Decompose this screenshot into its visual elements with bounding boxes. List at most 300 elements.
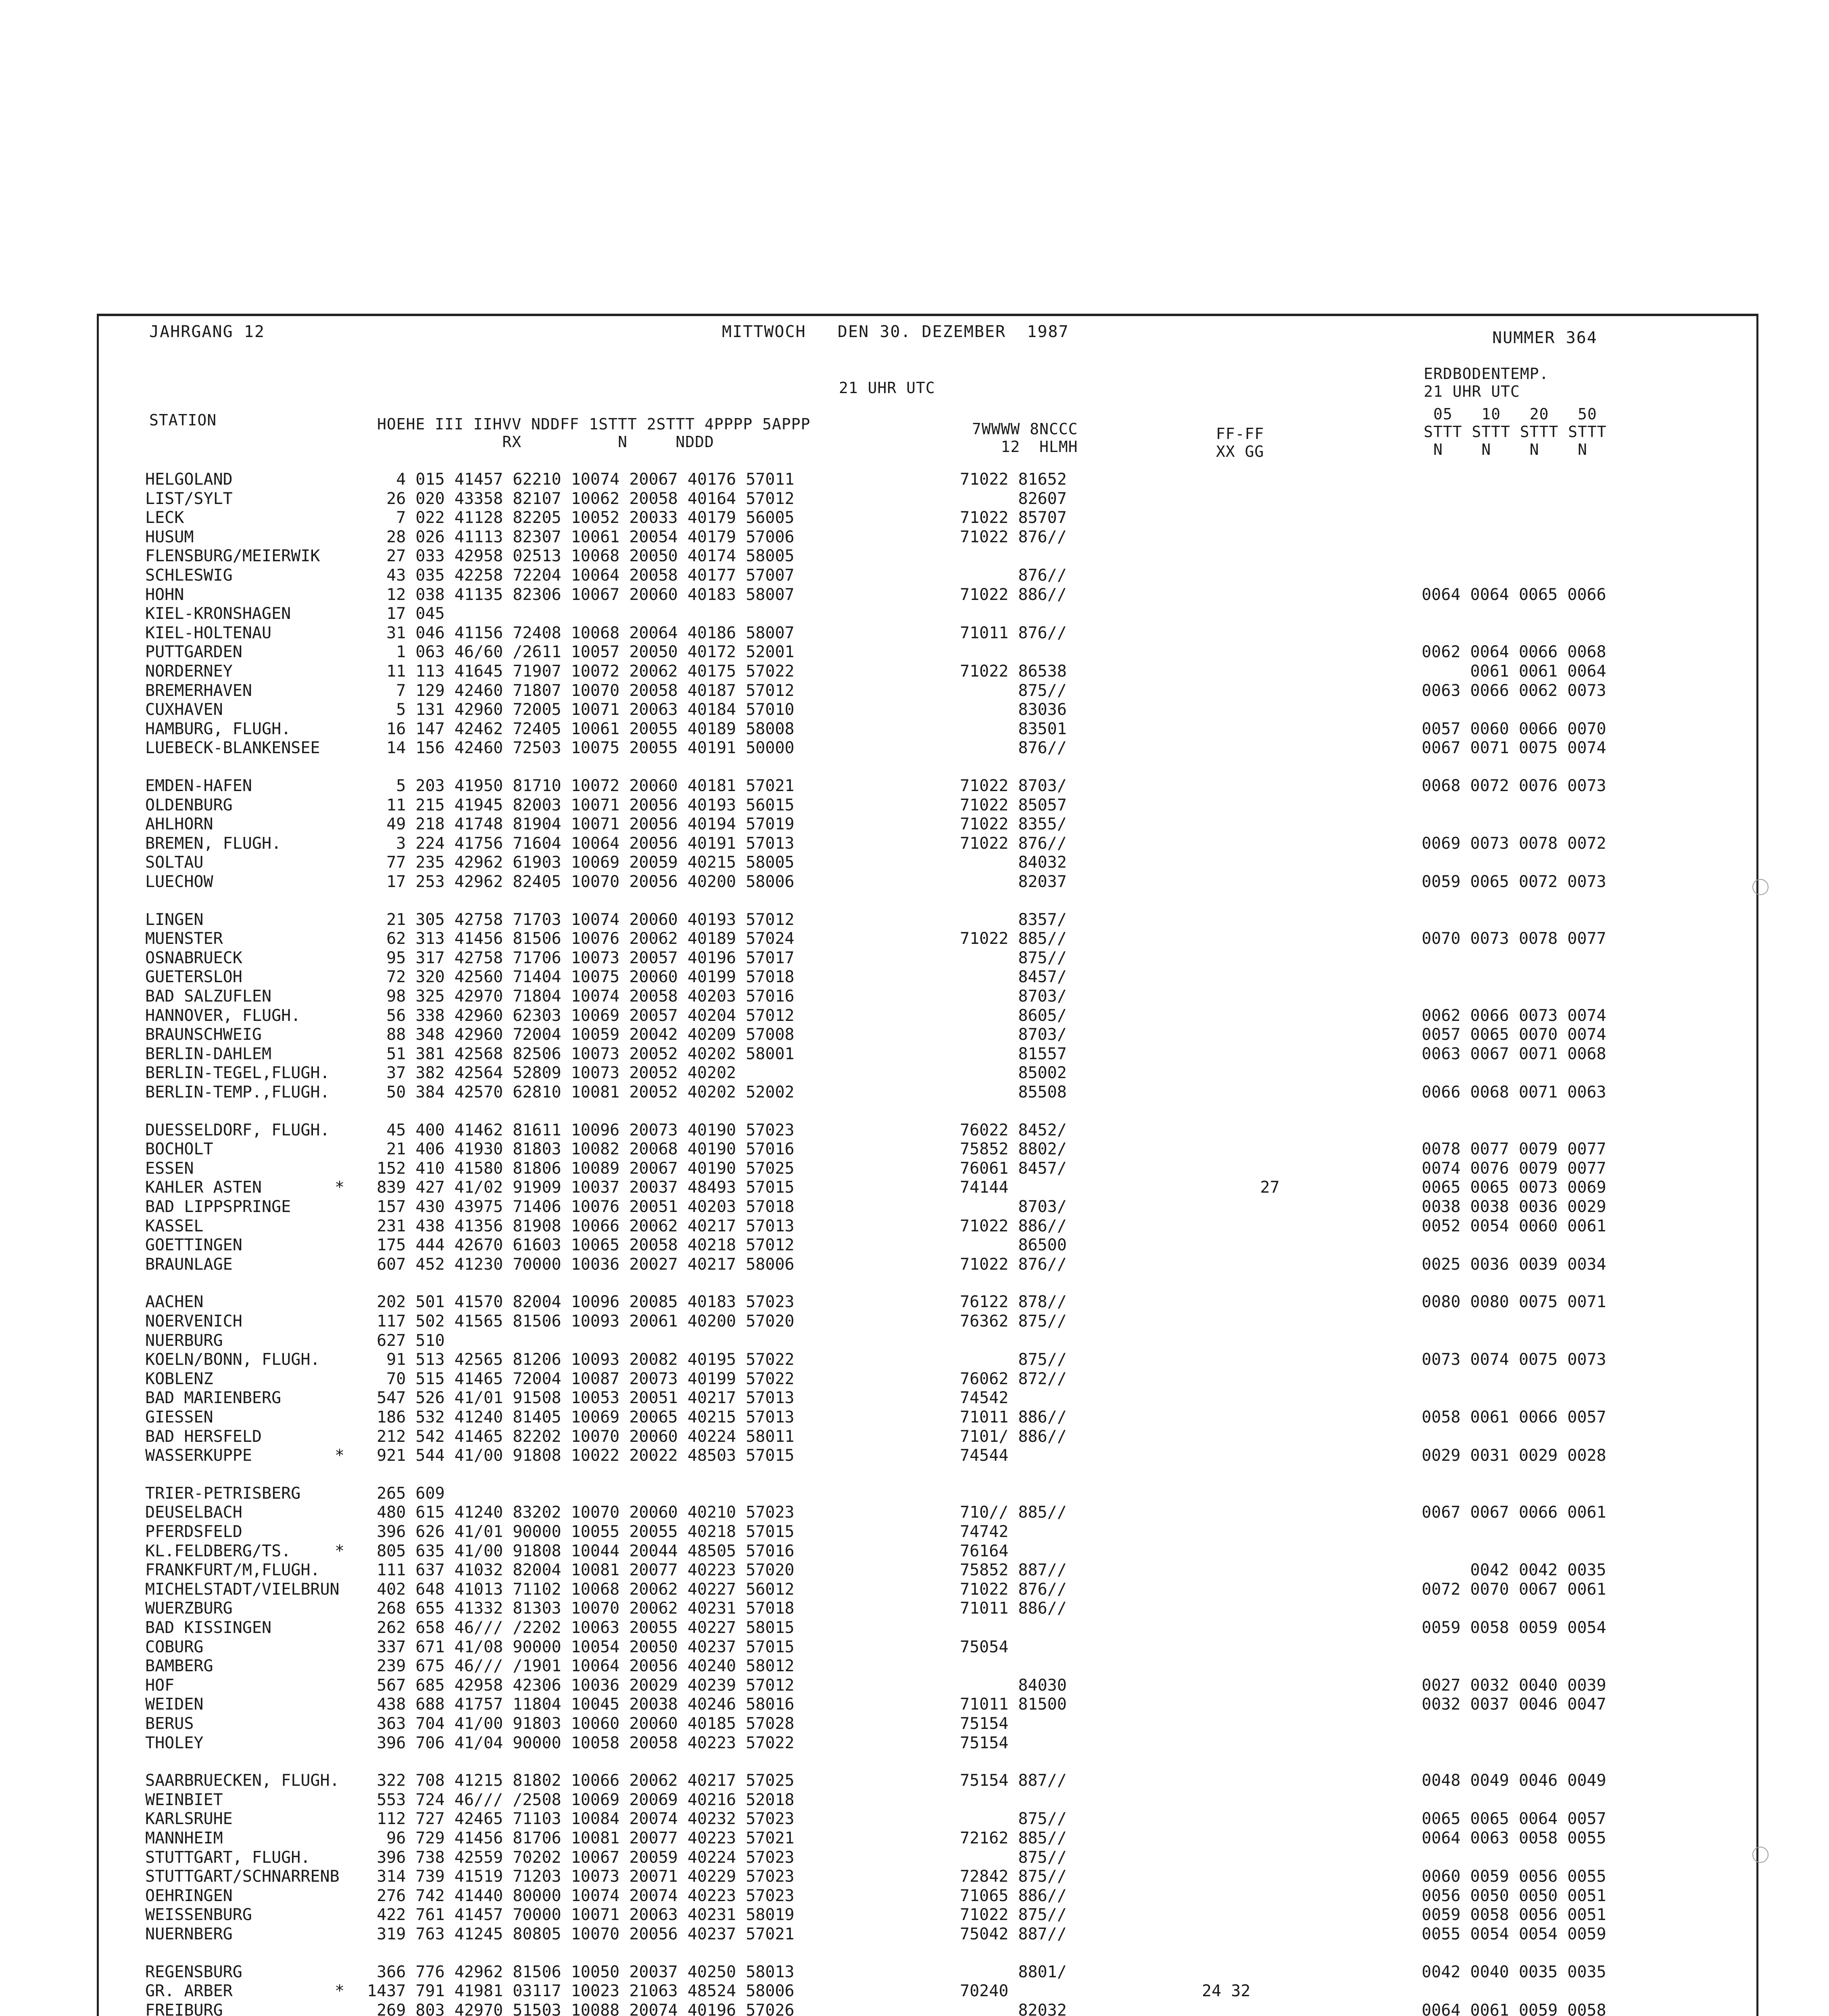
- table-row: [0, 1235, 1775, 1255]
- synop-values: 805 635 41/00 91808 10044 20044 48505 57016: [367, 1541, 795, 1560]
- table-row: [0, 1369, 1775, 1389]
- soil-temperature-values: 0072 0070 0067 0061: [1422, 1580, 1606, 1599]
- synop-values: 480 615 41240 83202 10070 20060 40210 57023: [367, 1503, 795, 1522]
- synop-values: 547 526 41/01 91508 10053 20051 40217 57013: [367, 1389, 795, 1408]
- table-row: [0, 1292, 1775, 1312]
- soil-temperature-values: 0059 0058 0059 0054: [1422, 1618, 1606, 1637]
- soil-temp-time: 21 UHR UTC: [1424, 383, 1520, 400]
- table-row: [0, 1197, 1775, 1216]
- synop-values: 363 704 41/00 91803 10060 20060 40185 57028: [367, 1714, 795, 1733]
- synop-values: 438 688 41757 11804 10045 20038 40246 58016: [367, 1695, 795, 1714]
- weather-cloud-values: 71022 876//: [960, 1255, 1067, 1274]
- station-name: NUERBURG: [145, 1331, 223, 1350]
- table-row: [0, 1981, 1775, 2001]
- station-name: KOBLENZ: [145, 1369, 213, 1388]
- station-name: GOETTINGEN: [145, 1236, 242, 1255]
- weather-cloud-values: 72162 885//: [960, 1829, 1067, 1847]
- weather-cloud-values: 71011 876//: [960, 623, 1067, 642]
- station-name: BERLIN-TEMP.,FLUGH.: [145, 1083, 330, 1102]
- table-row: [0, 1848, 1775, 1867]
- weather-cloud-values: 71011 886//: [960, 1408, 1067, 1427]
- weather-cloud-values: 71022 875//: [960, 1906, 1067, 1924]
- station-name: LECK: [145, 508, 184, 527]
- table-row: [0, 872, 1775, 891]
- station-name: BRAUNLAGE: [145, 1255, 233, 1274]
- station-name: SAARBRUECKEN, FLUGH.: [145, 1771, 340, 1790]
- weather-cloud-values: 74542: [960, 1389, 1009, 1408]
- weather-cloud-values: 8605/: [960, 1006, 1067, 1025]
- weather-cloud-values: 710// 885//: [960, 1503, 1067, 1522]
- table-row: [0, 642, 1775, 662]
- jahrgang-label: JAHRGANG 12: [149, 323, 265, 341]
- station-name: OLDENBURG: [145, 796, 233, 814]
- soil-temperature-values: 0067 0067 0066 0061: [1422, 1503, 1606, 1522]
- synop-values: 314 739 41519 71203 10073 20071 40229 57023: [367, 1867, 795, 1886]
- synop-values: 5 131 42960 72005 10071 20063 40184 57010: [367, 700, 795, 719]
- station-name: BAD KISSINGEN: [145, 1618, 272, 1637]
- station-name: DUESSELDORF, FLUGH.: [145, 1120, 330, 1139]
- weather-cloud-values: 875//: [960, 948, 1067, 967]
- soil-temperature-values: 0059 0058 0056 0051: [1422, 1906, 1606, 1924]
- soil-temperature-values: 0057 0060 0066 0070: [1422, 719, 1606, 738]
- synop-values: 12 038 41135 82306 10067 20060 40183 58007: [367, 585, 795, 604]
- table-row: [0, 1676, 1775, 1695]
- synop-values: 921 544 41/00 91808 10022 20022 48503 57015: [367, 1446, 795, 1465]
- synop-values: 265 609: [367, 1484, 445, 1503]
- table-row: [0, 1809, 1775, 1829]
- station-name: MUENSTER: [145, 929, 223, 948]
- station-name: MICHELSTADT/VIELBRUN: [145, 1580, 340, 1599]
- station-name: BAMBERG: [145, 1657, 213, 1676]
- weather-cloud-values: 76122 878//: [960, 1293, 1067, 1312]
- station-name: WEISSENBURG: [145, 1906, 252, 1924]
- main-columns-header: HOEHE III IIHVV NDDFF 1STTT 2STTT 4PPPP 5APPP: [377, 415, 811, 433]
- table-row: [0, 604, 1775, 623]
- synop-values: 21 406 41930 81803 10082 20068 40190 57016: [367, 1140, 795, 1159]
- synop-values: 91 513 42565 81206 10093 20082 40195 57022: [367, 1350, 795, 1369]
- station-name: FREIBURG: [145, 2001, 223, 2016]
- table-row: [0, 1580, 1775, 1599]
- table-row: [0, 948, 1775, 968]
- table-row: [0, 814, 1775, 834]
- soil-temperature-values: 0029 0031 0029 0028: [1422, 1446, 1606, 1465]
- synop-values: 98 325 42970 71804 10074 20058 40203 57016: [367, 987, 795, 1006]
- punch-hole: [1752, 1847, 1769, 1863]
- synop-values: 62 313 41456 81506 10076 20062 40189 57024: [367, 929, 795, 948]
- weather-cloud-values: 75054: [960, 1637, 1009, 1656]
- station-name: KARLSRUHE: [145, 1810, 233, 1829]
- soil-temperature-values: 0068 0072 0076 0073: [1422, 777, 1606, 795]
- weather-columns-header: 7WWWW 8NCCC: [972, 420, 1078, 438]
- synop-values: 319 763 41245 80805 10070 20056 40237 57021: [367, 1925, 795, 1943]
- synop-values: 553 724 46/// /2508 10069 20069 40216 52018: [367, 1790, 795, 1809]
- table-row: [0, 546, 1775, 566]
- table-row: [0, 1083, 1775, 1102]
- station-name: FRANKFURT/M,FLUGH.: [145, 1561, 320, 1580]
- table-row: [0, 1924, 1775, 1944]
- weather-cloud-values: 85508: [960, 1083, 1067, 1102]
- station-name: THOLEY: [145, 1733, 204, 1752]
- weather-cloud-values: 76022 8452/: [960, 1120, 1067, 1139]
- weather-cloud-values: 7101/ 886//: [960, 1427, 1067, 1446]
- table-row: [0, 527, 1775, 547]
- weather-cloud-values: 74544: [960, 1446, 1009, 1465]
- table-row: [0, 1484, 1775, 1503]
- wind-gust-values: 27: [1202, 1178, 1280, 1197]
- station-name: CUXHAVEN: [145, 700, 223, 719]
- soil-temperature-values: 0038 0038 0036 0029: [1422, 1198, 1606, 1216]
- weather-cloud-values: 8801/: [960, 1962, 1067, 1981]
- table-row: [0, 489, 1775, 508]
- synop-values: 567 685 42958 42306 10036 20029 40239 57012: [367, 1676, 795, 1695]
- synop-values: 366 776 42962 81506 10050 20037 40250 58013: [367, 1962, 795, 1981]
- table-row: [0, 1886, 1775, 1906]
- station-name: WEIDEN: [145, 1695, 204, 1714]
- weather-cloud-values: 71022 886//: [960, 1216, 1067, 1235]
- synop-values: 396 706 41/04 90000 10058 20058 40223 57022: [367, 1733, 795, 1752]
- weather-cloud-values: 83501: [960, 719, 1067, 738]
- table-row: [0, 1312, 1775, 1331]
- table-row: [0, 1962, 1775, 1982]
- table-row: [0, 1733, 1775, 1753]
- synop-values: 27 033 42958 02513 10068 20050 40174 58005: [367, 547, 795, 566]
- station-name: WEINBIET: [145, 1790, 223, 1809]
- weather-cloud-values: 8357/: [960, 910, 1067, 929]
- table-row: [0, 1695, 1775, 1714]
- station-name: EMDEN-HAFEN: [145, 777, 252, 795]
- station-name: NOERVENICH: [145, 1312, 242, 1331]
- synop-values: 3 224 41756 71604 10064 20056 40191 57013: [367, 834, 795, 853]
- weather-cloud-values: 75154 887//: [960, 1771, 1067, 1790]
- weather-cloud-values: 875//: [960, 1810, 1067, 1829]
- station-name: BERLIN-DAHLEM: [145, 1044, 272, 1063]
- weather-cloud-values: 71022 876//: [960, 527, 1067, 546]
- synop-values: 21 305 42758 71703 10074 20060 40193 57012: [367, 910, 795, 929]
- soil-temperature-values: 0048 0049 0046 0049: [1422, 1771, 1606, 1790]
- soil-temperature-values: 0073 0074 0075 0073: [1422, 1350, 1606, 1369]
- station-name: BAD MARIENBERG: [145, 1389, 282, 1408]
- station-name: NORDERNEY: [145, 662, 233, 681]
- soil-temperature-values: 0070 0073 0078 0077: [1422, 929, 1606, 948]
- weather-cloud-values: 74144: [960, 1178, 1009, 1197]
- synop-values: 839 427 41/02 91909 10037 20037 48493 57015: [367, 1178, 795, 1197]
- station-name: HOF: [145, 1676, 175, 1695]
- synop-values: 239 675 46/// /1901 10064 20056 40240 58012: [367, 1657, 795, 1676]
- station-name: GR. ARBER: [145, 1982, 233, 2001]
- station-name: WASSERKUPPE: [145, 1446, 252, 1465]
- soil-temperature-values: 0067 0071 0075 0074: [1422, 739, 1606, 758]
- mountain-station-mark: *: [335, 1541, 345, 1560]
- synop-values: 1437 791 41981 03117 10023 21063 48524 58006: [367, 1982, 795, 2001]
- synop-values: 1 063 46/60 /2611 10057 20050 40172 52001: [367, 643, 795, 662]
- observation-time: 21 UHR UTC: [839, 379, 935, 397]
- station-name: BAD HERSFELD: [145, 1427, 262, 1446]
- table-row: [0, 1541, 1775, 1561]
- synop-values: 88 348 42960 72004 10059 20042 40209 57008: [367, 1025, 795, 1044]
- weather-cloud-values: 875//: [960, 681, 1067, 700]
- weather-cloud-values: 81557: [960, 1044, 1067, 1063]
- weather-cloud-values: 84030: [960, 1676, 1067, 1695]
- soil-temperature-values: 0062 0064 0066 0068: [1422, 643, 1606, 662]
- synop-values: 70 515 41465 72004 10087 20073 40199 57022: [367, 1369, 795, 1388]
- station-name: HELGOLAND: [145, 470, 233, 489]
- station-name: KIEL-HOLTENAU: [145, 623, 272, 642]
- station-name: OSNABRUECK: [145, 948, 242, 967]
- table-row: [0, 853, 1775, 872]
- station-name: BERUS: [145, 1714, 194, 1733]
- table-row: [0, 910, 1775, 929]
- soil-depth-header: 05 10 20 50: [1424, 405, 1597, 423]
- soil-temperature-values: 0069 0073 0078 0072: [1422, 834, 1606, 853]
- soil-temperature-values: 0063 0066 0062 0073: [1422, 681, 1606, 700]
- station-name: MANNHEIM: [145, 1829, 223, 1847]
- soil-temperature-values: 0074 0076 0079 0077: [1422, 1159, 1606, 1178]
- synop-values: 51 381 42568 82506 10073 20052 40202 58001: [367, 1044, 795, 1063]
- table-row: [0, 1408, 1775, 1427]
- table-row: [0, 1178, 1775, 1197]
- soil-temperature-values: 0064 0064 0065 0066: [1422, 585, 1606, 604]
- synop-values: 45 400 41462 81611 10096 20073 40190 57023: [367, 1120, 795, 1139]
- weather-cloud-values: 85002: [960, 1064, 1067, 1083]
- table-row: [0, 967, 1775, 987]
- weather-cloud-values: 71022 8703/: [960, 777, 1067, 795]
- soil-temperature-values: 0062 0066 0073 0074: [1422, 1006, 1606, 1025]
- table-row: [0, 662, 1775, 681]
- table-row: [0, 2001, 1775, 2016]
- table-row: [0, 1388, 1775, 1408]
- weather-cloud-values: 82032: [960, 2001, 1067, 2016]
- station-name: BERLIN-TEGEL,FLUGH.: [145, 1064, 330, 1083]
- weather-cloud-values: 8457/: [960, 968, 1067, 987]
- soil-temperature-values: 0058 0061 0066 0057: [1422, 1408, 1606, 1427]
- weather-cloud-values: 71022 876//: [960, 834, 1067, 853]
- table-row: [0, 776, 1775, 796]
- weather-cloud-values: 72842 875//: [960, 1867, 1067, 1886]
- synop-values: 16 147 42462 72405 10061 20055 40189 58008: [367, 719, 795, 738]
- mountain-station-mark: *: [335, 1982, 345, 2001]
- station-name: BOCHOLT: [145, 1140, 213, 1159]
- soil-temperature-values: 0027 0032 0040 0039: [1422, 1676, 1606, 1695]
- table-row: [0, 1159, 1775, 1178]
- table-row: [0, 1560, 1775, 1580]
- station-name: HAMBURG, FLUGH.: [145, 719, 291, 738]
- weather-cloud-values: 84032: [960, 853, 1067, 872]
- synop-values: 37 382 42564 52809 10073 20052 40202: [367, 1064, 736, 1083]
- synop-values: 28 026 41113 82307 10061 20054 40179 57006: [367, 527, 795, 546]
- station-name: GUETERSLOH: [145, 968, 242, 987]
- synop-values: 337 671 41/08 90000 10054 20050 40237 57015: [367, 1637, 795, 1656]
- table-row: [0, 1255, 1775, 1274]
- soil-temperature-values: 0061 0061 0064: [1422, 662, 1606, 681]
- soil-temp-title: ERDBODENTEMP.: [1424, 365, 1549, 383]
- station-name: KASSEL: [145, 1216, 204, 1235]
- table-row: [0, 1829, 1775, 1848]
- synop-values: 186 532 41240 81405 10069 20065 40215 57013: [367, 1408, 795, 1427]
- table-row: [0, 1216, 1775, 1236]
- soil-temperature-values: 0025 0036 0039 0034: [1422, 1255, 1606, 1274]
- soil-temperature-values: 0060 0059 0056 0055: [1422, 1867, 1606, 1886]
- soil-temperature-values: 0064 0063 0058 0055: [1422, 1829, 1606, 1847]
- synop-values: 31 046 41156 72408 10068 20064 40186 58007: [367, 623, 795, 642]
- table-row: [0, 1006, 1775, 1025]
- synop-values: 607 452 41230 70000 10036 20027 40217 58006: [367, 1255, 795, 1274]
- station-name: ESSEN: [145, 1159, 194, 1178]
- station-name: REGENSBURG: [145, 1962, 242, 1981]
- synop-values: 112 727 42465 71103 10084 20074 40232 57023: [367, 1810, 795, 1829]
- station-name: KIEL-KRONSHAGEN: [145, 604, 291, 623]
- synop-values: 26 020 43358 82107 10062 20058 40164 57012: [367, 489, 795, 508]
- weather-cloud-values: 83036: [960, 700, 1067, 719]
- soil-temperature-values: 0042 0042 0035: [1422, 1561, 1606, 1580]
- soil-temperature-values: 0057 0065 0070 0074: [1422, 1025, 1606, 1044]
- station-name: KL.FELDBERG/TS.: [145, 1541, 291, 1560]
- station-name: LUEBECK-BLANKENSEE: [145, 739, 320, 758]
- wind-gust-values: 24 32: [1202, 1982, 1251, 2001]
- table-row: [0, 1867, 1775, 1886]
- station-name: HUSUM: [145, 527, 194, 546]
- weather-cloud-values: 71065 886//: [960, 1886, 1067, 1905]
- station-name: AACHEN: [145, 1293, 204, 1312]
- soil-temperature-values: 0032 0037 0046 0047: [1422, 1695, 1606, 1714]
- date-label: MITTWOCH DEN 30. DEZEMBER 1987: [722, 323, 1069, 341]
- station-name: LINGEN: [145, 910, 204, 929]
- weather-cloud-values: 75852 887//: [960, 1561, 1067, 1580]
- soil-temperature-values: 0059 0065 0072 0073: [1422, 873, 1606, 891]
- weather-cloud-values: 8703/: [960, 987, 1067, 1006]
- station-name: HOHN: [145, 585, 184, 604]
- table-row: [0, 1120, 1775, 1140]
- weather-cloud-values: 76062 872//: [960, 1369, 1067, 1388]
- mountain-station-mark: *: [335, 1446, 345, 1465]
- table-row: [0, 1025, 1775, 1044]
- synop-values: 56 338 42960 62303 10069 20057 40204 57012: [367, 1006, 795, 1025]
- synop-values: 117 502 41565 81506 10093 20061 40200 57020: [367, 1312, 795, 1331]
- weather-cloud-values: 875//: [960, 1350, 1067, 1369]
- weather-cloud-values: 876//: [960, 739, 1067, 758]
- station-name: COBURG: [145, 1637, 204, 1656]
- station-name: NUERNBERG: [145, 1925, 233, 1943]
- soil-temperature-values: 0064 0061 0059 0058: [1422, 2001, 1606, 2016]
- synop-values: 231 438 41356 81908 10066 20062 40217 57013: [367, 1216, 795, 1235]
- table-row: [0, 623, 1775, 643]
- weather-cloud-values: 76362 875//: [960, 1312, 1067, 1331]
- weather-cloud-values: 71022 81652: [960, 470, 1067, 489]
- synop-values: 262 658 46/// /2202 10063 20055 40227 58015: [367, 1618, 795, 1637]
- soil-temperature-values: 0065 0065 0064 0057: [1422, 1810, 1606, 1829]
- weather-cloud-values: 876//: [960, 566, 1067, 585]
- weather-cloud-values: 71022 8355/: [960, 815, 1067, 834]
- weather-cloud-values: 71022 85707: [960, 508, 1067, 527]
- table-row: [0, 1331, 1775, 1350]
- table-row: [0, 1790, 1775, 1810]
- synop-values: 11 113 41645 71907 10072 20062 40175 57022: [367, 662, 795, 681]
- soil-temperature-values: 0042 0040 0035 0035: [1422, 1962, 1606, 1981]
- station-name: BAD SALZUFLEN: [145, 987, 272, 1006]
- synop-values: 402 648 41013 71102 10068 20062 40227 56012: [367, 1580, 795, 1599]
- weather-cloud-values: 82037: [960, 873, 1067, 891]
- station-name: LIST/SYLT: [145, 489, 233, 508]
- table-row: [0, 566, 1775, 585]
- station-name: TRIER-PETRISBERG: [145, 1484, 301, 1503]
- weather-cloud-values: 70240: [960, 1982, 1009, 2001]
- table-row: [0, 1427, 1775, 1446]
- station-name: OEHRINGEN: [145, 1886, 233, 1905]
- station-name: SOLTAU: [145, 853, 204, 872]
- table-row: [0, 796, 1775, 815]
- synop-values: 322 708 41215 81802 10066 20062 40217 57025: [367, 1771, 795, 1790]
- weather-cloud-values: 8703/: [960, 1025, 1067, 1044]
- station-name: GIESSEN: [145, 1408, 213, 1427]
- table-row: [0, 1446, 1775, 1465]
- weather-cloud-values: 74742: [960, 1522, 1009, 1541]
- weather-cloud-values: 71022 85057: [960, 796, 1067, 814]
- soil-temperature-values: 0080 0080 0075 0071: [1422, 1293, 1606, 1312]
- table-row: [0, 929, 1775, 948]
- weather-cloud-values: 82607: [960, 489, 1067, 508]
- synop-values: 157 430 43975 71406 10076 20051 40203 57018: [367, 1198, 795, 1216]
- table-row: [0, 1350, 1775, 1369]
- station-name: LUECHOW: [145, 873, 213, 891]
- weather-cloud-values: 86500: [960, 1236, 1067, 1255]
- soil-temperature-values: 0065 0065 0073 0069: [1422, 1178, 1606, 1197]
- punch-hole: [1752, 879, 1769, 895]
- station-name: BREMERHAVEN: [145, 681, 252, 700]
- station-name: BREMEN, FLUGH.: [145, 834, 282, 853]
- synop-values: 95 317 42758 71706 10073 20057 40196 57017: [367, 948, 795, 967]
- synop-values: 269 803 42970 51503 10088 20074 40196 57026: [367, 2001, 795, 2016]
- weather-cloud-values: 71022 886//: [960, 585, 1067, 604]
- weather-cloud-values: 75154: [960, 1714, 1009, 1733]
- table-row: [0, 585, 1775, 604]
- table-row: [0, 1063, 1775, 1083]
- weather-cloud-values: 71011 886//: [960, 1599, 1067, 1618]
- synop-values: 276 742 41440 80000 10074 20074 40223 57023: [367, 1886, 795, 1905]
- table-row: [0, 508, 1775, 527]
- table-row: [0, 681, 1775, 700]
- weather-cloud-values: 75154: [960, 1733, 1009, 1752]
- weather-cloud-values: 8703/: [960, 1198, 1067, 1216]
- table-row: [0, 1905, 1775, 1924]
- station-column-header: STATION: [149, 411, 217, 429]
- synop-values: 72 320 42560 71404 10075 20060 40199 57018: [367, 968, 795, 987]
- synop-values: 396 738 42559 70202 10067 20059 40224 57023: [367, 1848, 795, 1867]
- table-row: [0, 1044, 1775, 1064]
- issue-number: NUMMER 364: [1492, 329, 1598, 347]
- weather-cloud-values: 71022 885//: [960, 929, 1067, 948]
- table-row: [0, 1656, 1775, 1676]
- mountain-station-mark: *: [335, 1178, 345, 1197]
- table-row: [0, 1522, 1775, 1541]
- synop-values: 5 203 41950 81710 10072 20060 40181 57021: [367, 777, 795, 795]
- table-row: [0, 470, 1775, 489]
- station-name: BRAUNSCHWEIG: [145, 1025, 262, 1044]
- synop-values: 212 542 41465 82202 10070 20060 40224 58011: [367, 1427, 795, 1446]
- station-name: PUTTGARDEN: [145, 643, 242, 662]
- station-name: AHLHORN: [145, 815, 213, 834]
- station-name: BAD LIPPSPRINGE: [145, 1198, 291, 1216]
- table-row: [0, 987, 1775, 1006]
- station-name: DEUSELBACH: [145, 1503, 242, 1522]
- table-row: [0, 1637, 1775, 1657]
- soil-temperature-values: 0052 0054 0060 0061: [1422, 1216, 1606, 1235]
- table-row: [0, 1714, 1775, 1733]
- station-name: PFERDSFELD: [145, 1522, 242, 1541]
- synop-values: 17 253 42962 82405 10070 20056 40200 58006: [367, 873, 795, 891]
- synop-values: 49 218 41748 81904 10071 20056 40194 57019: [367, 815, 795, 834]
- soil-temperature-values: 0056 0050 0050 0051: [1422, 1886, 1606, 1905]
- table-row: [0, 700, 1775, 719]
- soil-temperature-values: 0078 0077 0079 0077: [1422, 1140, 1606, 1159]
